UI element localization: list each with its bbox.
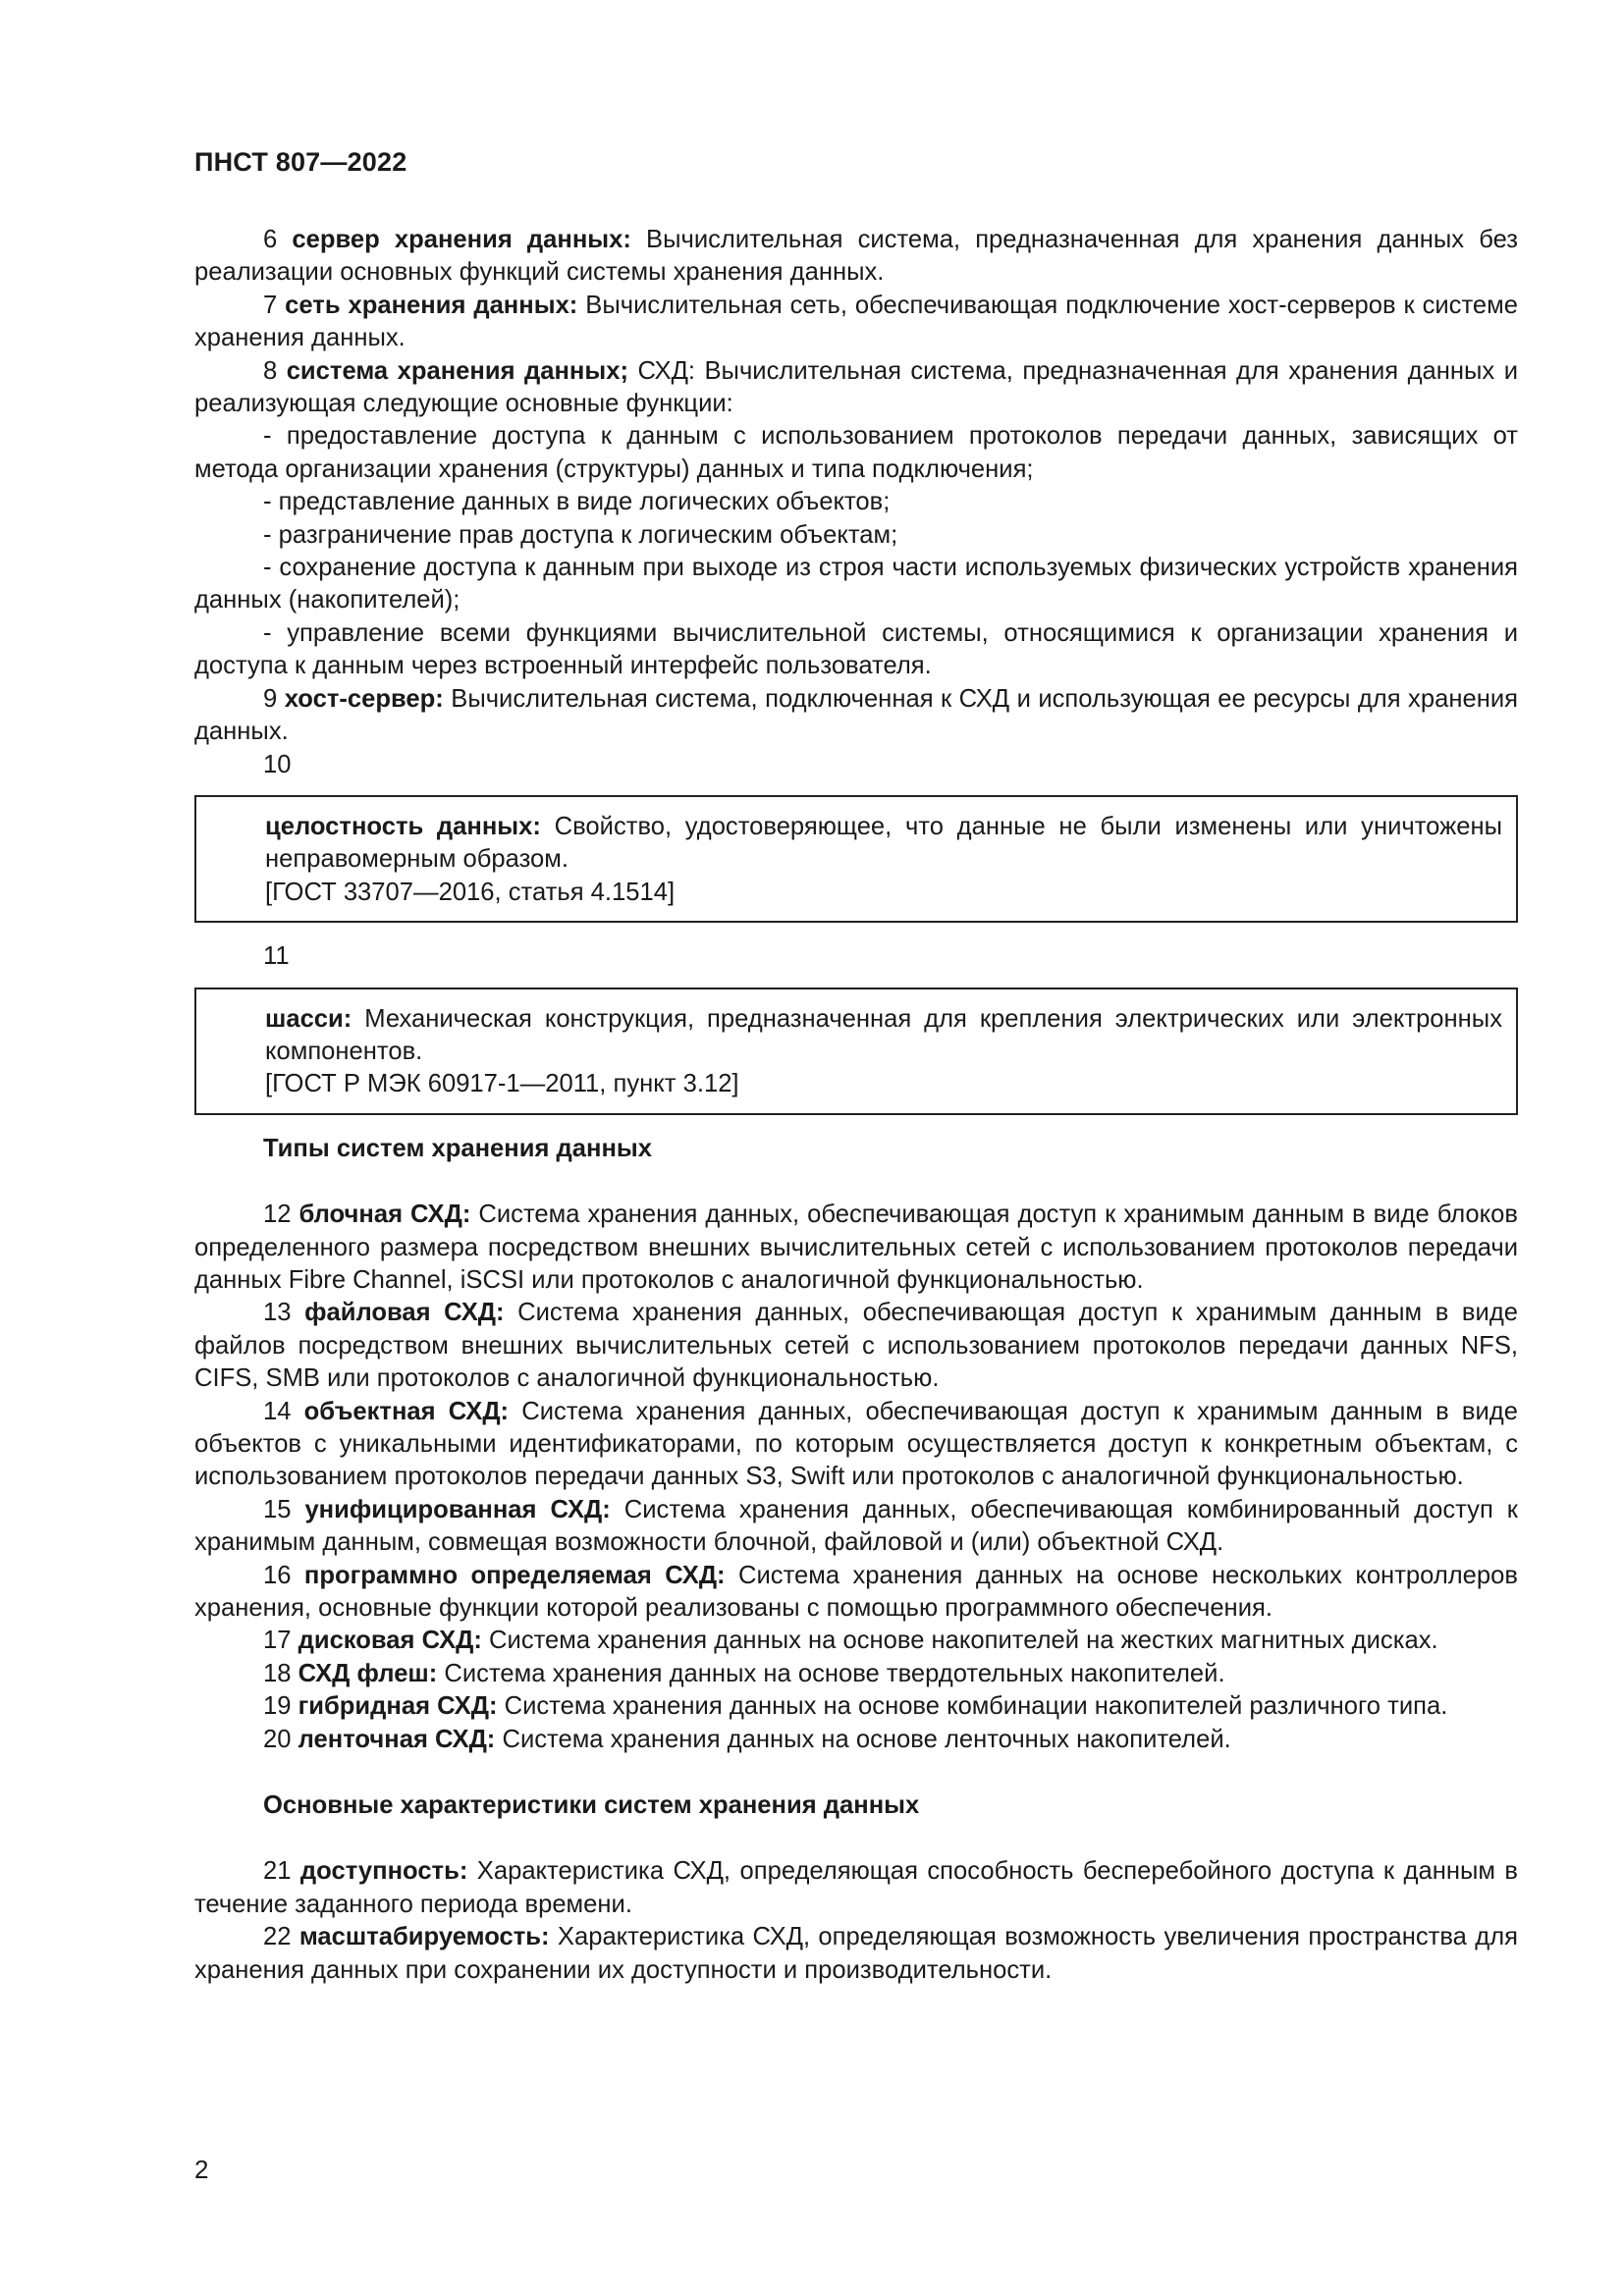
source-reference: [ГОСТ 33707—2016, статья 4.1514]	[265, 878, 676, 906]
definition: СХД: Вычислительная система, предназначенная для хранения данных и реализующая следующие основные функции:	[194, 356, 1518, 418]
definition: Вычислительная система, предназначенная для хранения данных без реализации основных функций системы хранения данных.	[194, 226, 1518, 287]
term: объектная СХД:	[303, 1397, 510, 1425]
term: шасси:	[265, 1004, 352, 1033]
source-reference: [ГОСТ Р МЭК 60917-1—2011, пункт 3.12]	[265, 1070, 739, 1098]
term: файловая СХД:	[304, 1299, 505, 1327]
definition: Система хранения данных, обеспечивающая доступ к хранимым данным в виде объектов с уникальными идентификаторами, по которым осуществляется доступ к конкретным объектам, с использованием протоколов передачи данных S3, Swift или протоколов с аналогичной функциональностью.	[194, 1397, 1518, 1491]
quoted-definition	[210, 1003, 1502, 1069]
term-entry-18: 18 СХД флеш: Система хранения данных на основе твердотельных накопителей.	[263, 1659, 1225, 1687]
definition: Система хранения данных на основе нескольких контроллеров хранения, основные функции которой реализованы с помощью программного обеспечения.	[194, 1561, 1518, 1623]
definition: Система хранения данных, обеспечивающая доступ к хранимым данным в виде файлов посредством внешних вычислительных сетей с использованием протоколов передачи данных NFS, CIFS, SMB или протоколов с аналогичной функциональностью.	[194, 1299, 1518, 1393]
term-entry-9: 9 хост-сервер: Вычислительная система, подключенная к СХД и использующая ее ресурсы для хранения данных.	[194, 684, 1518, 746]
term-entry-13: 13 файловая СХД: Система хранения данных, обеспечивающая доступ к хранимым данным в виде файлов посредством внешних вычислительных сетей с использованием протоколов передачи данных NFS, CIFS, SMB или протоколов с аналогичной функциональностью.	[194, 1299, 1518, 1393]
quoted-term-box	[194, 795, 1518, 923]
term: блочная СХД:	[298, 1201, 471, 1229]
term-number: 10	[263, 750, 292, 778]
definition: Система хранения данных на основе накопителей на жестких магнитных дисках.	[481, 1627, 1438, 1655]
list-item: - управление всеми функциями вычислительной системы, относящимися к организации хранения и доступа к данным через встроенный интерфейс пользователя.	[194, 618, 1518, 680]
quoted-definition	[210, 811, 1502, 877]
term-entry-20: 20 ленточная СХД: Система хранения данных на основе ленточных накопителей.	[263, 1725, 1231, 1753]
term-number: 11	[263, 942, 290, 971]
document-header: ПНСТ 807—2022	[194, 147, 407, 177]
term: гибридная СХД:	[298, 1692, 498, 1721]
list-item: - представление данных в виде логических объектов;	[263, 488, 891, 516]
list-item: - сохранение доступа к данным при выходе из строя части используемых физических устройств хранения данных (накопителей);	[194, 554, 1518, 614]
definition: Вычислительная сеть, обеспечивающая подключение хост-серверов к системе хранения данных.	[194, 291, 1518, 352]
term-entry-6: 6 сервер хранения данных: Вычислительная система, предназначенная для хранения данных без реализации основных функций системы хранения данных.	[194, 226, 1518, 287]
term-entry-7: 7 сеть хранения данных: Вычислительная сеть, обеспечивающая подключение хост-серверов к системе хранения данных.	[194, 291, 1518, 352]
list-item: - разграничение прав доступа к логическим объектам;	[263, 520, 898, 549]
term: унифицированная СХД:	[304, 1495, 611, 1523]
definition: Система хранения данных, обеспечивающая комбинированный доступ к хранимым данным, совмещая возможности блочной, файловой и (или) объектной СХД.	[194, 1495, 1518, 1557]
term: ленточная СХД:	[298, 1725, 496, 1753]
definition: Система хранения данных на основе твердотельных накопителей.	[437, 1659, 1225, 1687]
term: сервер хранения данных:	[292, 226, 631, 253]
list-item: - предоставление доступа к данным с использованием протоколов передачи данных, зависящих от метода организации хранения (структуры) данных и типа подключения;	[194, 422, 1518, 483]
term: хост-сервер:	[284, 684, 444, 713]
definition: Вычислительная система, подключенная к СХД и использующая ее ресурсы для хранения данных.	[194, 684, 1518, 746]
term-entry-8: 8 система хранения данных; СХД: Вычислительная система, предназначенная для хранения данных и реализующая следующие основные функции:	[194, 356, 1518, 418]
definition: Система хранения данных, обеспечивающая доступ к хранимым данным в виде блоков определенного размера посредством внешних вычислительных сетей с использованием протоколов передачи данных Fibre Channel, iSCSI или протоколов с аналогичной функциональностью.	[194, 1201, 1518, 1294]
definition: Система хранения данных на основе комбинации накопителей различного типа.	[497, 1692, 1448, 1721]
section-heading: Типы систем хранения данных	[263, 1134, 653, 1162]
term: сеть хранения данных:	[285, 291, 578, 319]
definition: Характеристика СХД, определяющая способность бесперебойного доступа к данным в течение заданного периода времени.	[194, 1857, 1518, 1918]
term-entry-22: 22 масштабируемость: Характеристика СХД, определяющая возможность увеличения пространства для хранения данных при сохранении их доступности и производительности.	[194, 1923, 1518, 1984]
definition: Механическая конструкция, предназначенная для крепления электрических или электронных компонентов.	[265, 1004, 1502, 1065]
term-entry-12: 12 блочная СХД: Система хранения данных, обеспечивающая доступ к хранимым данным в виде блоков определенного размера посредством внешних вычислительных сетей с использованием протоколов передачи данных Fibre Channel, iSCSI или протоколов с аналогичной функциональностью.	[194, 1201, 1518, 1294]
definition: Система хранения данных на основе ленточных накопителей.	[495, 1725, 1231, 1753]
term: целостность данных:	[265, 812, 541, 840]
term-entry-16: 16 программно определяемая СХД: Система хранения данных на основе нескольких контроллеров хранения, основные функции которой реализованы с помощью программного обеспечения.	[194, 1561, 1518, 1623]
term: система хранения данных;	[286, 356, 629, 385]
page-number: 2	[194, 2155, 209, 2184]
term-entry-17: 17 дисковая СХД: Система хранения данных на основе накопителей на жестких магнитных дисках.	[263, 1627, 1438, 1655]
term: доступность:	[299, 1857, 468, 1886]
section-heading: Основные характеристики систем хранения данных	[263, 1791, 920, 1820]
term: программно определяемая СХД:	[303, 1561, 726, 1589]
term: СХД флеш:	[298, 1659, 438, 1687]
term-entry-21: 21 доступность: Характеристика СХД, определяющая способность бесперебойного доступа к данным в течение заданного периода времени.	[194, 1857, 1518, 1918]
definition: Характеристика СХД, определяющая возможность увеличения пространства для хранения данных при сохранении их доступности и производительности.	[194, 1923, 1518, 1984]
term-entry-14: 14 объектная СХД: Система хранения данных, обеспечивающая доступ к хранимым данным в виде объектов с уникальными идентификаторами, по которым осуществляется доступ к конкретным объектам, с использованием протоколов передачи данных S3, Swift или протоколов с аналогичной функциональностью.	[194, 1397, 1518, 1491]
term: масштабируемость:	[298, 1923, 550, 1951]
term-entry-19: 19 гибридная СХД: Система хранения данных на основе комбинации накопителей различного типа.	[263, 1692, 1448, 1721]
document-body	[194, 224, 1518, 1987]
term: дисковая СХД:	[298, 1627, 482, 1655]
quoted-term-box	[194, 988, 1518, 1115]
term-entry-15: 15 унифицированная СХД: Система хранения данных, обеспечивающая комбинированный доступ к хранимым данным, совмещая возможности блочной, файловой и (или) объектной СХД.	[194, 1495, 1518, 1557]
definition: Свойство, удостоверяющее, что данные не были изменены или уничтожены неправомерным образом.	[265, 812, 1502, 874]
